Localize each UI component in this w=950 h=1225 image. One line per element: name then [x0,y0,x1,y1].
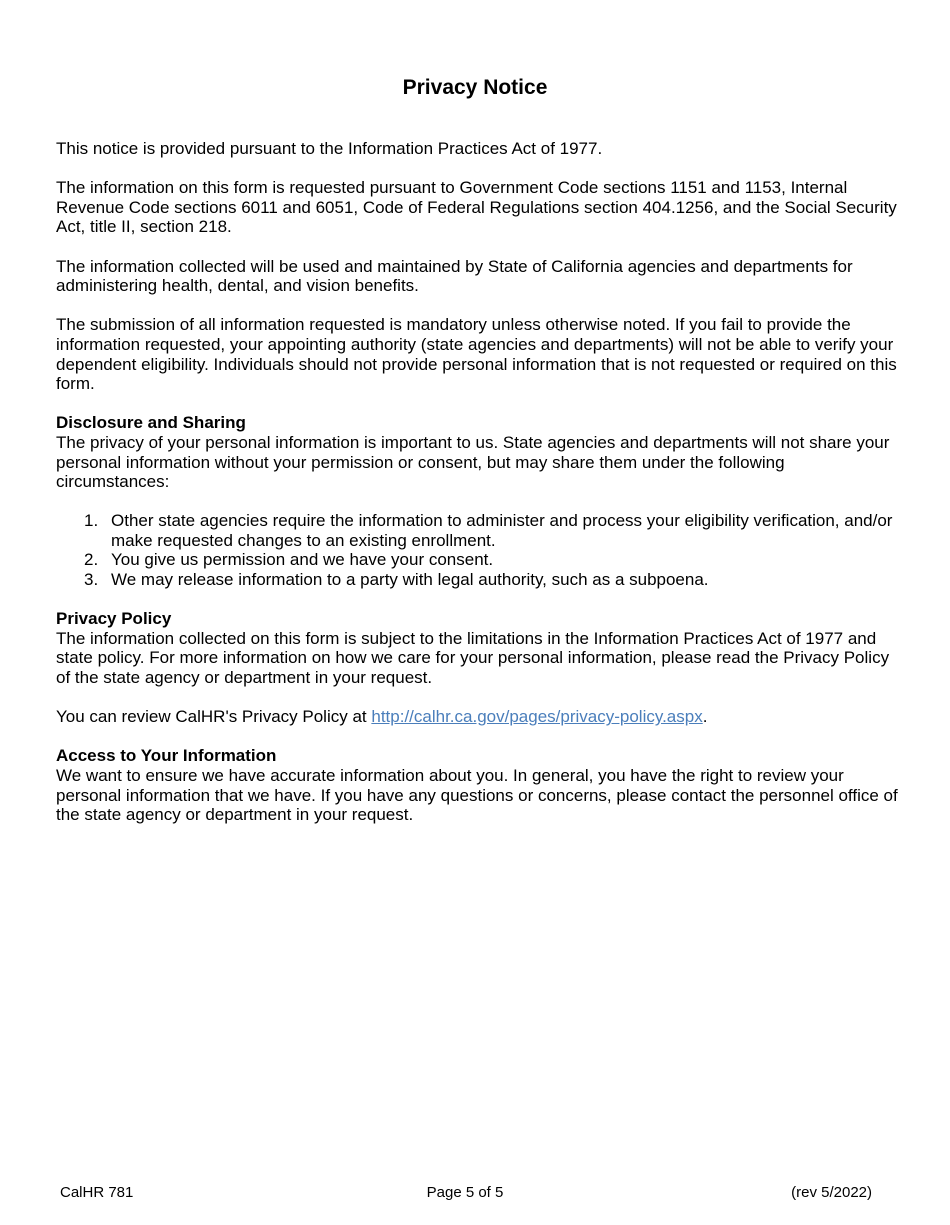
list-item-text: We may release information to a party with legal authority, such as a subpoena. [111,570,709,590]
disclosure-body: The privacy of your personal information is important to us. State agencies and departments will not share your personal information without your permission or consent, but may share them under the following circumstances: [56,432,890,492]
list-item-text: Other state agencies require the information to administer and process your eligibility verification, and/or make requested changes to an existing enrollment. [111,511,893,550]
disclosure-list [56,511,898,589]
review-prefix: You can review CalHR's Privacy Policy at [56,707,372,727]
list-item [56,570,898,590]
disclosure-heading: Disclosure and Sharing [56,413,246,433]
disclosure-section [56,413,898,589]
list-item-text: You give us permission and we have your consent. [111,550,494,570]
page-title: Privacy Notice [402,76,548,99]
list-item-number: 2. [84,550,99,570]
usage-paragraph: The information collected will be used and maintained by State of California agencies and departments for administering health, dental, and vision benefits. [56,256,853,296]
access-heading: Access to Your Information [56,746,277,766]
access-section [56,746,898,824]
privacy-policy-review-line [56,707,898,727]
list-item [56,511,898,550]
review-suffix: . [702,707,708,727]
page-footer [0,1184,950,1204]
privacy-policy-heading: Privacy Policy [56,609,172,629]
revision-date: (rev 5/2022) [791,1184,872,1201]
list-item-number: 3. [84,570,99,590]
list-item [56,550,898,570]
page-number: Page 5 of 5 [426,1184,504,1201]
intro-paragraph: This notice is provided pursuant to the Information Practices Act of 1977. [56,139,603,158]
privacy-policy-section [56,609,898,727]
mandatory-paragraph: The submission of all information requested is mandatory unless otherwise noted. If you fail to provide the information requested, your appointing authority (state agencies and departments) will not be able to verify your dependent eligibility. Individuals should not provide personal information that is not requested or required on this form. [56,315,897,394]
access-body: We want to ensure we have accurate information about you. In general, you have the right to review your personal information that we have. If you have any questions or concerns, please contact the personnel office of the state agency or department in your request. [56,766,898,825]
privacy-policy-body: The information collected on this form is subject to the limitations in the Information Practices Act of 1977 and state policy. For more information on how we care for your personal information, please read the Privacy Policy of the state agency or department in your request. [56,628,890,688]
legal-basis-paragraph: The information on this form is requested pursuant to Government Code sections 1151 and 1153, Internal Revenue Code sections 6011 and 6051, Code of Federal Regulations section 404.1256, and the Social Security Act, title II, section 218. [56,178,897,237]
document-body [56,139,898,844]
privacy-policy-link[interactable]: http://calhr.ca.gov/pages/privacy-policy.aspx [371,707,703,727]
form-id: CalHR 781 [60,1184,134,1201]
list-item-number: 1. [84,511,99,531]
